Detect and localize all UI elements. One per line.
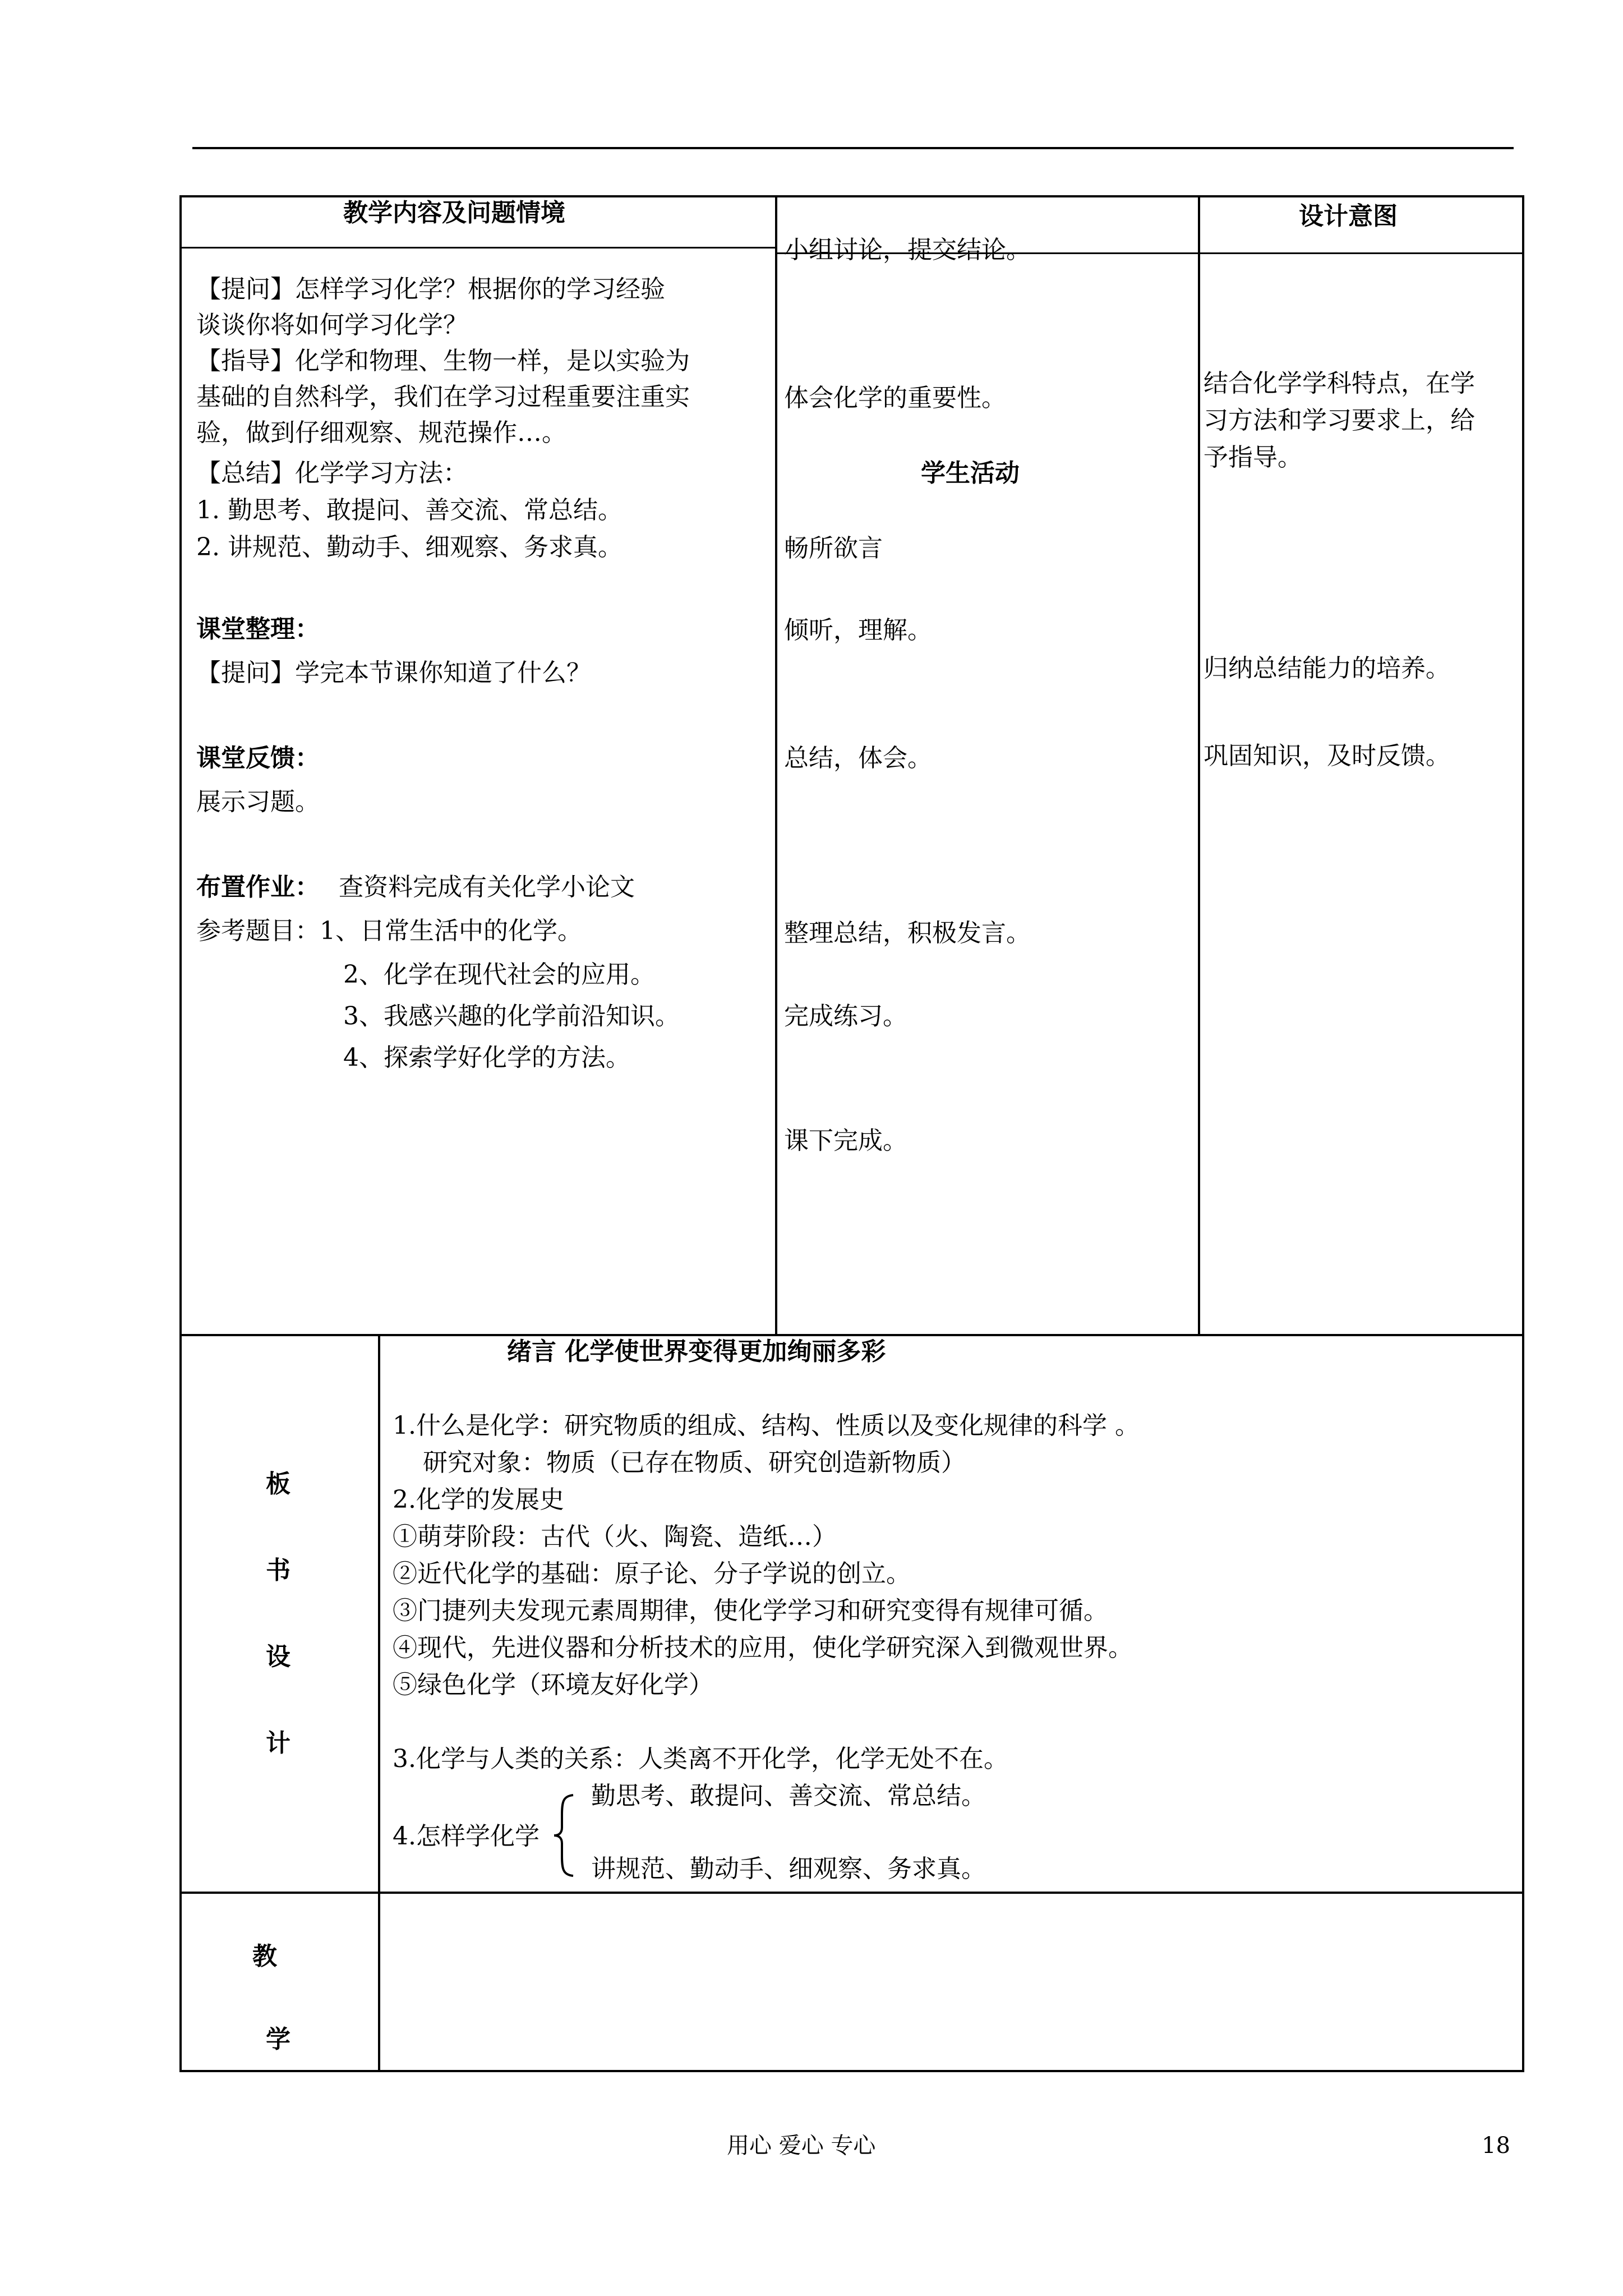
intent-line: 习方法和学习要求上，给: [1204, 406, 1475, 435]
table-right-border: [1522, 195, 1524, 2072]
content-line: 1. 勤思考、敢提问、善交流、常总结。: [196, 496, 623, 524]
board-line: 4.怎样学化学: [393, 1822, 540, 1851]
content-line: 4、探索学好化学的方法。: [343, 1043, 630, 1072]
content-line: 【总结】化学学习方法：: [196, 459, 468, 487]
section-heading-homework: 布置作业：: [196, 873, 320, 901]
board-line: ③门捷列夫发现元素周期律，使化学学习和研究变得有规律可循。: [393, 1596, 1108, 1625]
board-line: ⑤绿色化学（环境友好化学）: [393, 1671, 713, 1699]
board-label-divider: [378, 1334, 380, 2072]
board-label-char: 计: [266, 1729, 291, 1757]
intent-line: 归纳总结能力的培养。: [1204, 654, 1450, 683]
content-line: 查资料完成有关化学小论文: [339, 873, 635, 901]
board-line: 3.化学与人类的关系：人类离不开化学，化学无处不在。: [393, 1745, 1008, 1773]
student-line: 畅所欲言: [784, 534, 883, 563]
board-line: ④现代，先进仪器和分析技术的应用，使化学研究深入到微观世界。: [393, 1634, 1133, 1662]
header-teaching-content: 教学内容及问题情境: [343, 199, 565, 227]
table-bottom-border: [179, 2070, 1524, 2072]
board-line: ①萌芽阶段：古代（火、陶瓷、造纸…）: [393, 1522, 837, 1551]
content-line: 谈谈你将如何学习化学？: [196, 311, 468, 339]
footer-motto: 用心 爱心 专心: [727, 2133, 876, 2159]
board-line: 1.什么是化学：研究物质的组成、结构、性质以及变化规律的科学 。: [393, 1411, 1140, 1440]
board-label-char: 设: [266, 1642, 291, 1671]
intent-line: 巩固知识，及时反馈。: [1204, 742, 1450, 770]
student-line: 课下完成。: [784, 1126, 907, 1155]
header-design-intent: 设计意图: [1299, 202, 1398, 231]
content-line: 基础的自然科学，我们在学习过程重要注重实: [196, 383, 690, 411]
column-divider-2: [1198, 195, 1200, 1335]
header-rule: [192, 147, 1514, 149]
section-heading-class-feedback: 课堂反馈：: [196, 744, 320, 772]
content-line: 【指导】化学和物理、生物一样，是以实验为: [196, 347, 690, 375]
content-line: 验，做到仔细观察、规范操作…。: [196, 418, 566, 447]
header-student-activity: 学生活动: [921, 459, 1020, 487]
table-left-border: [179, 195, 182, 2072]
brace-item: 勤思考、敢提问、善交流、常总结。: [591, 1782, 986, 1810]
intent-line: 结合化学学科特点，在学: [1204, 369, 1475, 398]
student-line: 整理总结，积极发言。: [784, 919, 1031, 947]
board-line: 2.化学的发展史: [393, 1485, 564, 1514]
student-line: 小组讨论，提交结论。: [784, 236, 1031, 264]
content-line: 2. 讲规范、勤动手、细观察、务求真。: [196, 533, 623, 562]
student-line: 体会化学的重要性。: [784, 384, 1006, 412]
curly-brace-icon: [552, 1793, 577, 1878]
section-heading-class-summary: 课堂整理：: [196, 615, 320, 643]
page-number: 18: [1482, 2133, 1510, 2159]
column-divider-1: [775, 195, 777, 1335]
student-line: 完成练习。: [784, 1002, 907, 1030]
board-label-char: 板: [266, 1470, 291, 1498]
board-line: 研究对象：物质（已存在物质、研究创造新物质）: [423, 1448, 966, 1477]
content-line: 【提问】学完本节课你知道了什么？: [196, 659, 591, 687]
board-line: ②近代化学的基础：原子论、分子学说的创立。: [393, 1559, 911, 1588]
content-line: 【提问】怎样学习化学？根据你的学习经验: [196, 275, 665, 303]
board-label-char: 书: [266, 1556, 291, 1585]
content-line: 3、我感兴趣的化学前沿知识。: [343, 1002, 680, 1030]
student-line: 总结，体会。: [784, 744, 932, 772]
intent-line: 予指导。: [1204, 443, 1302, 472]
reflection-label-char: 教: [252, 1942, 277, 1971]
student-line: 倾听，理解。: [784, 616, 932, 645]
content-line: 参考题目：1、日常生活中的化学。: [196, 917, 582, 945]
board-title: 绪言 化学使世界变得更加绚丽多彩: [507, 1337, 886, 1366]
content-line: 展示习题。: [196, 788, 320, 816]
reflection-section-top-border: [179, 1892, 1524, 1894]
reflection-label-char: 学: [266, 2025, 291, 2054]
content-line: 2、化学在现代社会的应用。: [343, 960, 655, 989]
brace-item: 讲规范、勤动手、细观察、务求真。: [591, 1855, 986, 1883]
header-divider-left: [179, 247, 776, 249]
